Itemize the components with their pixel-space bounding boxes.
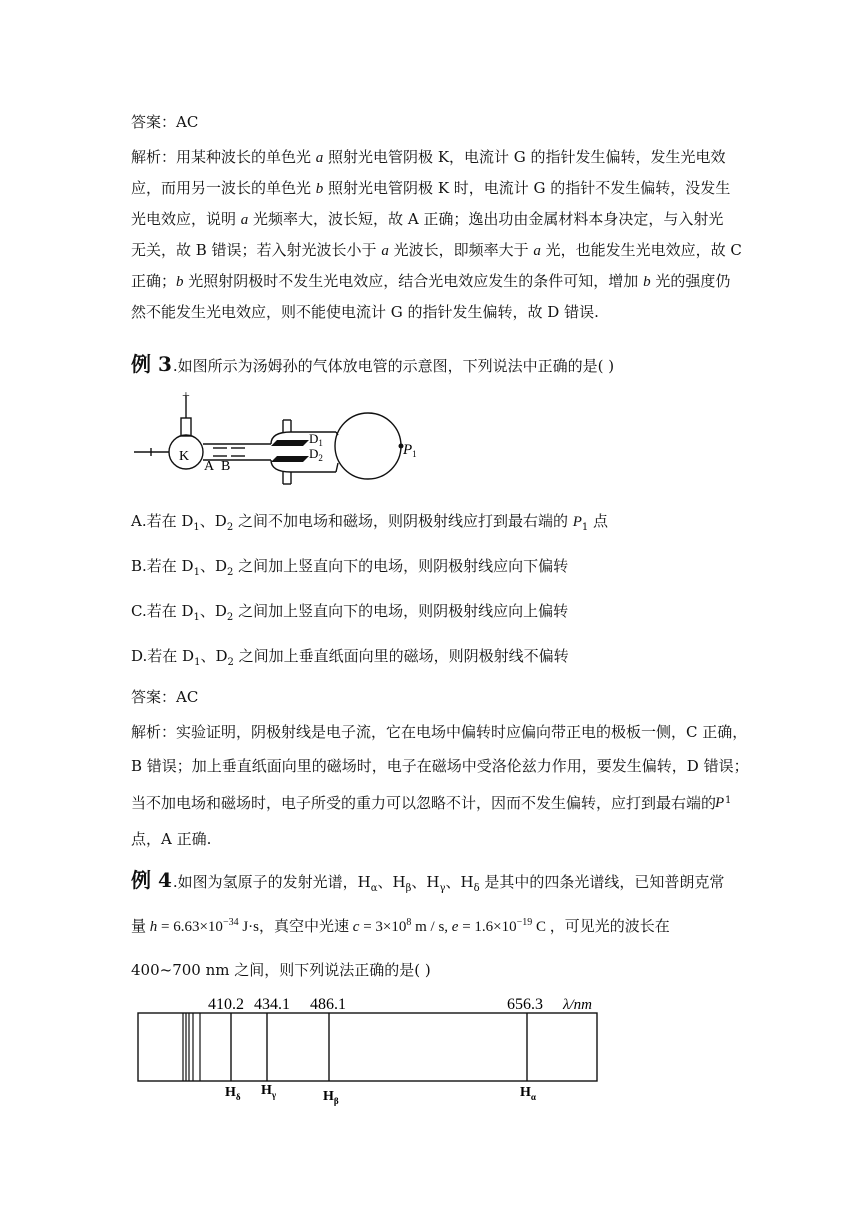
q3-stem: 例 3.如图所示为汤姆孙的气体放电管的示意图，下列说法中正确的是( ) bbox=[131, 352, 615, 376]
thomson-tube-figure bbox=[131, 388, 431, 498]
q2-analysis-line-1: 解析：用某种波长的单色光 a 照射光电管阴极 K，电流计 G 的指针发生偏转，发生光电效 bbox=[131, 148, 726, 166]
nm-410: 410.2 bbox=[208, 996, 244, 1013]
q3-answer: 答案：AC bbox=[131, 688, 199, 706]
q3-analysis-line-2: B 错误；加上垂直纸面向里的磁场时，电子在磁场中受洛伦兹力作用，要发生偏转，D 错误； bbox=[131, 757, 749, 775]
unit-label: λ/nm bbox=[563, 997, 592, 1013]
h-alpha-label: $H_\alpha$ bbox=[520, 1085, 536, 1102]
q3-analysis-line-4: 点，A 正确. bbox=[131, 830, 212, 848]
q2-analysis-line-5: 正确；b 光照射阴极时不发生光电效应，结合光电效应发生的条件可知，增加 b 光的强度仍 bbox=[131, 272, 731, 290]
q3-option-c: C.若在 $D_1$、$D_2$ 之间加上竖直向下的电场，则阴极射线应向上偏转 bbox=[131, 602, 569, 623]
q2-analysis-line-6: 然不能发生光电效应，则不能使电流计 G 的指针发生偏转，故 D 错误. bbox=[131, 303, 599, 321]
q4-stem-line-1: 例 4.如图为氢原子的发射光谱，$H_\alpha$、$H_\beta$、$H_\gamma$、$H_\delta$ 是其中的四条光谱线，已知普朗克常 bbox=[131, 868, 725, 894]
spot-p1-label: $P_1$ bbox=[403, 442, 417, 459]
anode-a-label: A bbox=[204, 459, 215, 474]
q3-option-d: D.若在 $D_1$、$D_2$ 之间加上垂直纸面向里的磁场，则阴极射线不偏转 bbox=[131, 647, 569, 668]
q2-answer: 答案：AC bbox=[131, 113, 199, 131]
h-delta-label: $H_\delta$ bbox=[225, 1085, 241, 1102]
q4-stem-line-2: 量 $h = 6.63\times 10^{-34}$ J·s，真空中光速 $c = 3\times 10^8$ m / s, $e = 1.6\times 10^{-19}$ C ，可见光的波长在 bbox=[131, 917, 670, 935]
nm-656: 656.3 bbox=[507, 996, 543, 1013]
cathode-label: K bbox=[179, 449, 190, 464]
q4-stem-line-3: 400~700 nm 之间，则下列说法正确的是( ) bbox=[131, 961, 431, 979]
h-beta-label: $H_\beta$ bbox=[323, 1089, 339, 1106]
q3-option-b: B.若在 $D_1$、$D_2$ 之间加上竖直向下的电场，则阴极射线应向下偏转 bbox=[131, 557, 569, 578]
q4-label: 例 4 bbox=[131, 868, 172, 892]
plus-label: + bbox=[182, 389, 190, 404]
q2-analysis-line-2: 应，而用另一波长的单色光 b 照射光电管阴极 K 时，电流计 G 的指针不发生偏转，没发生 bbox=[131, 179, 731, 197]
q2-analysis-line-4: 无关，故 B 错误；若入射光波长小于 a 光波长，即频率大于 a 光，也能发生光电效应，故 C bbox=[131, 241, 742, 259]
anode-b-label: B bbox=[221, 459, 231, 474]
nm-434: 434.1 bbox=[254, 996, 290, 1013]
q3-option-a: A.若在 $D_1$、$D_2$ 之间不加电场和磁场，则阴极射线应打到最右端的 $P_1$ 点 bbox=[131, 512, 609, 533]
plate-d2-label: $D_2$ bbox=[309, 446, 323, 463]
h-gamma-label: $H_\gamma$ bbox=[261, 1083, 277, 1100]
nm-486: 486.1 bbox=[310, 996, 346, 1013]
q2-analysis-line-3: 光电效应，说明 a 光频率大，波长短，故 A 正确；逸出功由金属材料本身决定，与入射光 bbox=[131, 210, 724, 228]
q3-analysis-line-1: 解析：实验证明，阴极射线是电子流，它在电场中偏转时应偏向带正电的极板一侧，C 正确， bbox=[131, 723, 748, 741]
q3-analysis-line-3: 当不加电场和磁场时，电子所受的重力可以忽略不计，因而不发生偏转，应打到最右端的 P 1 bbox=[131, 794, 732, 812]
hydrogen-spectrum-figure bbox=[131, 990, 611, 1115]
q3-label: 例 3 bbox=[131, 352, 172, 376]
plate-d1-label: $D_1$ bbox=[309, 431, 323, 448]
